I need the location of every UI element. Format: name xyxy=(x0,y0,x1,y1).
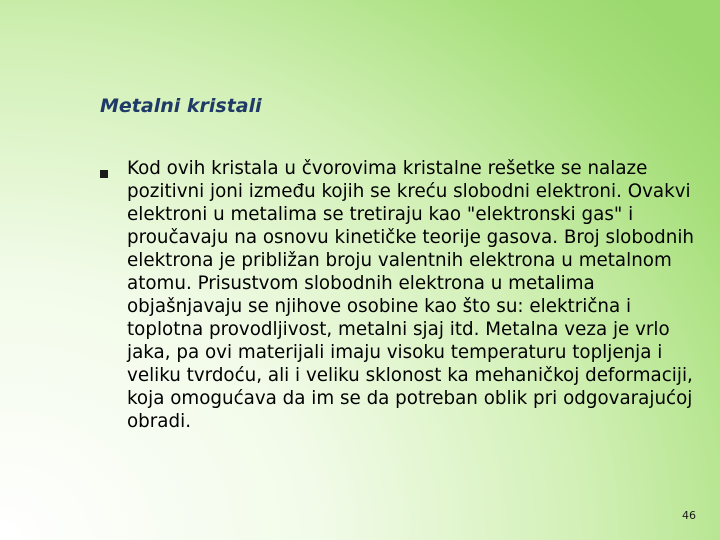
square-bullet-icon xyxy=(100,170,108,178)
slide-title: Metalni kristali xyxy=(100,95,262,117)
page-number: 46 xyxy=(682,509,696,522)
bullet-text: Kod ovih kristala u čvorovima kristalne rešetke se nalaze pozitivni joni između kojih se kreću slobodni elektroni. Ovakvi elektroni u metalima se tretiraju kao "elektronski gas" i proučavaju na osnovu kinetičke teorije gasova. Broj slobodnih elektrona je približan broju valentnih elektrona u metalnom atomu. Prisustvom slobodnih elektrona u metalima objašnjavaju se njihove osobine kao što su: električna i toplotna provodljivost, metalni sjaj itd. Metalna veza je vrlo jaka, pa ovi materijali imaju visoku temperaturu topljenja i veliku tvrdoću, ali i veliku sklonost ka mehaničkoj deformaciji, koja omogućava da im se da potreban oblik pri odgovarajućoj obradi. xyxy=(127,158,694,432)
